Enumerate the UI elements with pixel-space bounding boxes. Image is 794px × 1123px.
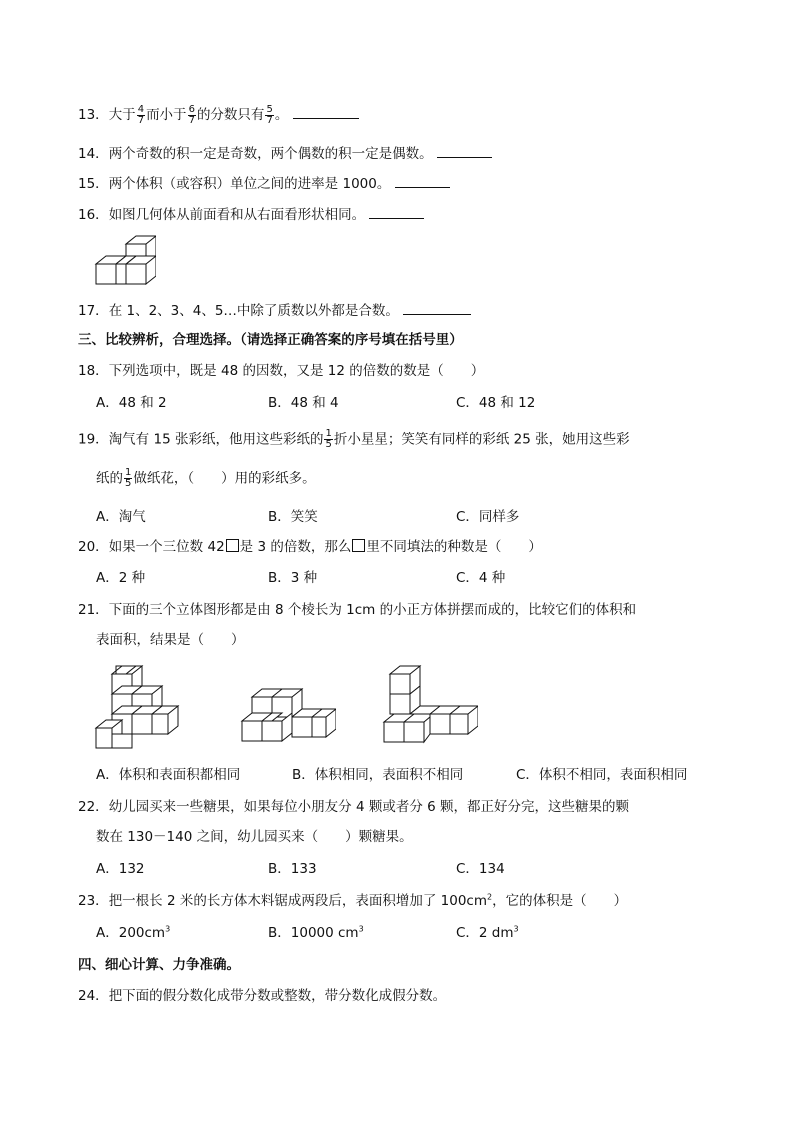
answer-blank[interactable] [437,143,492,158]
option-b[interactable]: B．48 和 4 [268,395,339,411]
option-c[interactable]: C．2 $dm^3$ [456,924,519,941]
fraction: $\frac{1}{5}$ [125,467,132,489]
option-a[interactable]: A．132 [96,861,145,877]
cube-figure-1 [94,664,182,750]
answer-blank[interactable] [395,173,450,188]
question-20: 20．如果一个三位数 42 是 3 的倍数，那么 里不同填法的种数是（ ） [78,539,542,555]
fraction: $\frac{1}{5}$ [325,428,332,450]
answer-blank[interactable] [369,204,424,219]
question-19-line-2: 纸的 $\frac{1}{5}$ 做纸花，（ ）用的彩纸多。 [96,467,316,489]
question-18: 18．下列选项中，既是 48 的因数，又是 12 的倍数的数是（ ） [78,363,485,379]
question-21-line-2: 表面积，结果是（ ） [96,632,245,648]
option-b[interactable]: B．3 种 [268,570,318,586]
cube-figure-2 [240,687,336,743]
option-c[interactable]: C．体积不相同，表面积相同 [516,767,688,783]
option-a[interactable]: A．2 种 [96,570,146,586]
option-c[interactable]: C．4 种 [456,570,506,586]
option-c[interactable]: C．同样多 [456,509,520,525]
blank-square-icon [352,539,365,552]
option-a[interactable]: A．$200cm^3$ [96,924,171,941]
question-23: 23．把一根长 2 米的长方体木料锯成两段后，表面积增加了 $100cm^2$，它的体积是（ ） [78,892,628,909]
option-c[interactable]: C．48 和 12 [456,395,536,411]
answer-blank[interactable] [293,104,359,119]
option-a[interactable]: A．体积和表面积都相同 [96,767,241,783]
section-4-heading: 四、细心计算、力争准确。 [78,957,240,973]
question-21: 21．下面的三个立体图形都是由 8 个棱长为 1cm 的小正方体拼摆而成的，比较它们的体积和 [78,602,637,618]
cube-figure-3 [382,664,478,744]
fraction: $\frac{6}{7}$ [188,103,195,126]
question-16: 16．如图几何体从前面看和从右面看形状相同。 [78,204,424,225]
answer-blank[interactable] [403,300,471,315]
question-13: 13．大于 $\frac{4}{7}$ 而小于 $\frac{6}{7}$ 的分数只有 $\frac{5}{7}$ 。 [78,104,359,126]
question-24: 24．把下面的假分数化成带分数或整数，带分数化成假分数。 [78,988,447,1004]
option-b[interactable]: B．笑笑 [268,509,318,525]
question-22-line-2: 数在 130－140 之间，幼儿园买来（ ）颗糖果。 [96,829,413,845]
option-a[interactable]: A．48 和 2 [96,395,167,411]
question-19: 19．淘气有 15 张彩纸，他用这些彩纸的 $\frac{1}{5}$ 折小星星；笑笑有同样的彩纸 25 张，她用这些彩 [78,428,630,450]
option-b[interactable]: B．10000 $cm^3$ [268,924,364,941]
question-14: 14．两个奇数的积一定是奇数，两个偶数的积一定是偶数。 [78,143,492,164]
question-22: 22．幼儿园买来一些糖果，如果每位小朋友分 4 颗或者分 6 颗，都正好分完，这些糖果的颗 [78,799,630,815]
option-a[interactable]: A．淘气 [96,509,146,525]
fraction: $\frac{4}{7}$ [137,103,145,126]
section-3-heading: 三、比较辨析，合理选择。（请选择正确答案的序号填在括号里） [78,332,463,348]
option-c[interactable]: C．134 [456,861,505,877]
question-15: 15．两个体积（或容积）单位之间的进率是 1000。 [78,173,450,194]
fraction: $\frac{5}{7}$ [266,103,273,126]
cube-figure-q16 [94,234,156,288]
option-b[interactable]: B．133 [268,861,317,877]
question-17: 17．在 1、2、3、4、5…中除了质数以外都是合数。 [78,300,471,321]
option-b[interactable]: B．体积相同，表面积不相同 [292,767,464,783]
blank-square-icon [226,539,239,552]
